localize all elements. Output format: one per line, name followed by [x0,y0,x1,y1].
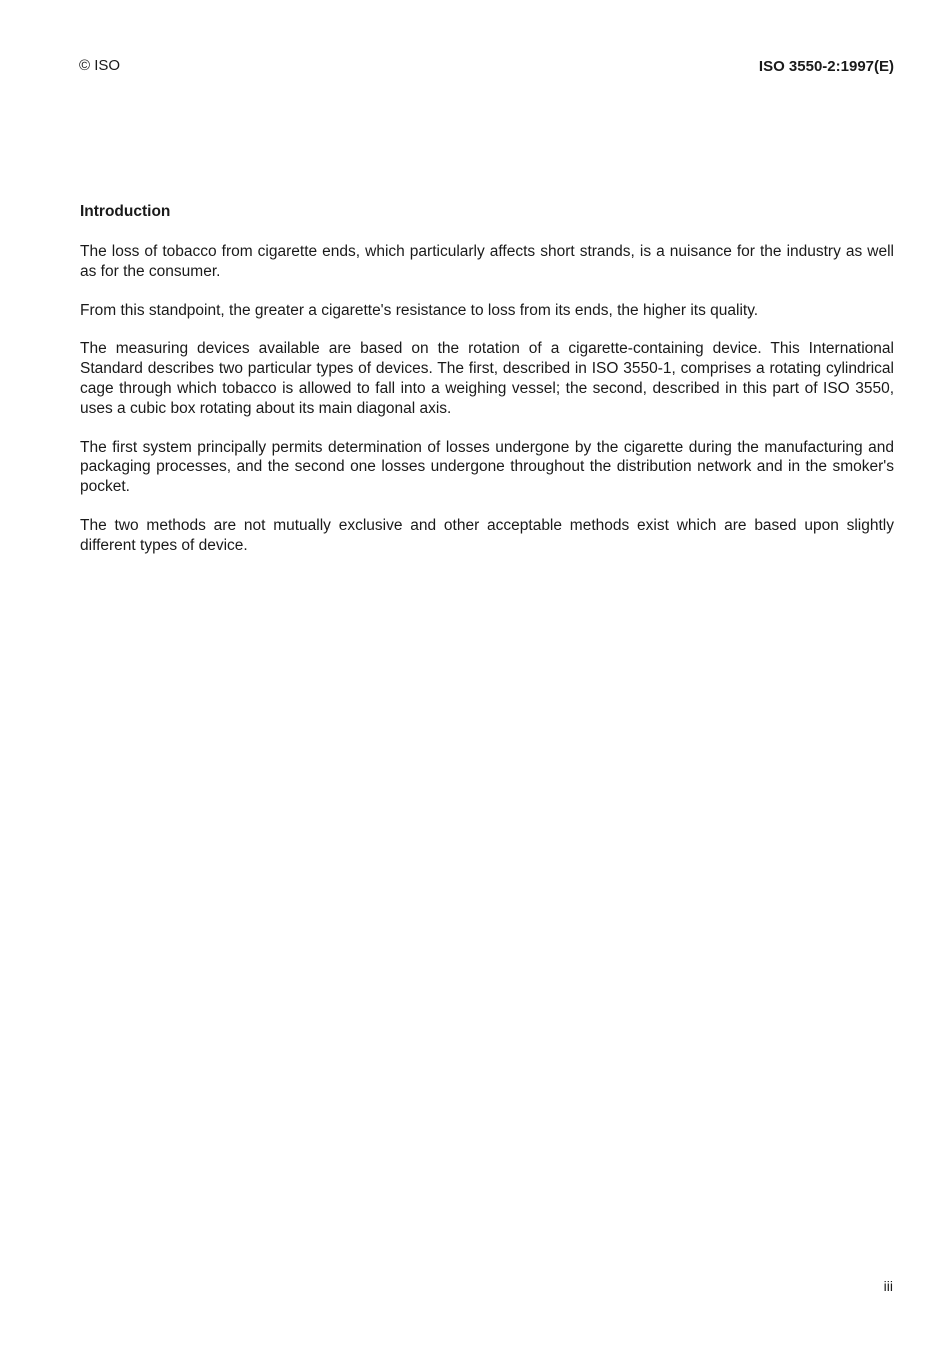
section-heading: Introduction [80,203,171,220]
paragraph-5: The two methods are not mutually exclusive and other acceptable methods exist which are based upon slightly different types of device. [80,516,894,554]
paragraph-2: From this standpoint, the greater a cigarette's resistance to loss from its ends, the higher its quality. [80,301,759,319]
copyright-label: © ISO [79,57,121,74]
paragraph-1: The loss of tobacco from cigarette ends, which particularly affects short strands, is a nuisance for the industry as well as for the consumer. [80,243,894,280]
page-number: iii [883,1278,893,1294]
paragraph-4: The first system principally permits determination of losses undergone by the cigarette during the manufacturing and packaging processes, and the second one losses undergone throughout the distribution network and in the smoker's pocket. [80,438,894,496]
standard-identifier: ISO 3550-2:1997(E) [758,58,894,75]
introduction-section [80,202,894,575]
paragraph-3: The measuring devices available are based on the rotation of a cigarette-containing device. This International Standard describes two particular types of devices. The first, described in ISO 3550-1, comprises a rotating cylindrical cage through which tobacco is allowed to fall into a weighing vessel; the second, described in this part of ISO 3550, uses a cubic box rotating about its main diagonal axis. [80,340,894,417]
